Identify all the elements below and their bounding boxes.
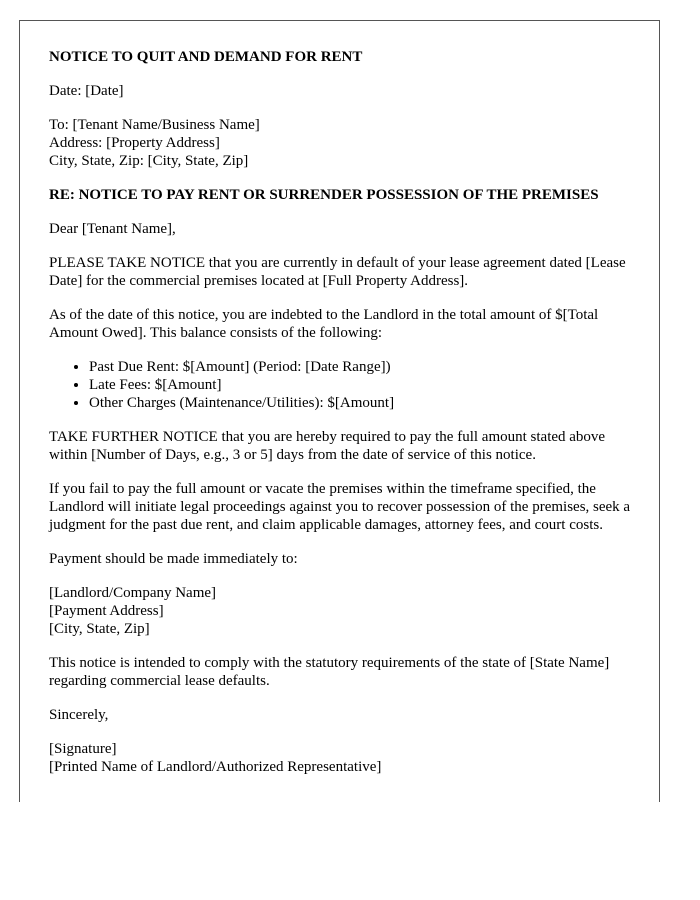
payment-intro: Payment should be made immediately to: [49, 551, 298, 567]
payment-address: [Payment Address] [49, 603, 164, 619]
letter-body [49, 48, 639, 792]
subject-line: RE: NOTICE TO PAY RENT OR SURRENDER POSSESSION OF THE PREMISES [49, 187, 599, 203]
signature-block [49, 740, 639, 776]
list-item: • Other Charges (Maintenance/Utilities): $[Amount] [89, 394, 639, 412]
paragraph-further: TAKE FURTHER NOTICE that you are hereby required to pay the full amount stated above within [Number of Days, e.g., 3 or 5] days from the date of service of this notice. [49, 429, 606, 463]
list-item: • Past Due Rent: $[Amount] (Period: [Date Range]) [89, 358, 639, 376]
recipient-block [49, 116, 639, 170]
printed-name: [Printed Name of Landlord/Authorized Representative] [49, 759, 382, 775]
document-page [19, 20, 660, 802]
payment-city: [City, State, Zip] [49, 621, 150, 637]
closing: Sincerely, [49, 707, 109, 723]
list-item: • Late Fees: $[Amount] [89, 376, 639, 394]
signature: [Signature] [49, 741, 117, 757]
recipient-address: Address: [Property Address] [49, 135, 220, 151]
paragraph-amount: As of the date of this notice, you are indebted to the Landlord in the total amount of $[Total Amount Owed]. This balance consists of the following: [49, 307, 599, 341]
charges-list [49, 358, 639, 412]
recipient-city: City, State, Zip: [City, State, Zip] [49, 153, 249, 169]
paragraph-legal: If you fail to pay the full amount or vacate the premises within the timeframe specified, the Landlord will initiate legal proceedings against you to recover possession of the premises, seek a judgment for the past due rent, and claim applicable damages, attorney fees, and court costs. [49, 481, 631, 533]
date-line: Date: [Date] [49, 83, 124, 99]
payment-block [49, 584, 639, 638]
payment-name: [Landlord/Company Name] [49, 585, 217, 601]
paragraph-default: PLEASE TAKE NOTICE that you are currently in default of your lease agreement dated [Lease Date] for the commercial premises located at [Full Property Address]. [49, 255, 626, 289]
salutation: Dear [Tenant Name], [49, 221, 176, 237]
recipient-to: To: [Tenant Name/Business Name] [49, 117, 260, 133]
notice-title: NOTICE TO QUIT AND DEMAND FOR RENT [49, 49, 363, 65]
paragraph-compliance: This notice is intended to comply with the statutory requirements of the state of [State Name] regarding commercial lease defaults. [49, 655, 610, 689]
